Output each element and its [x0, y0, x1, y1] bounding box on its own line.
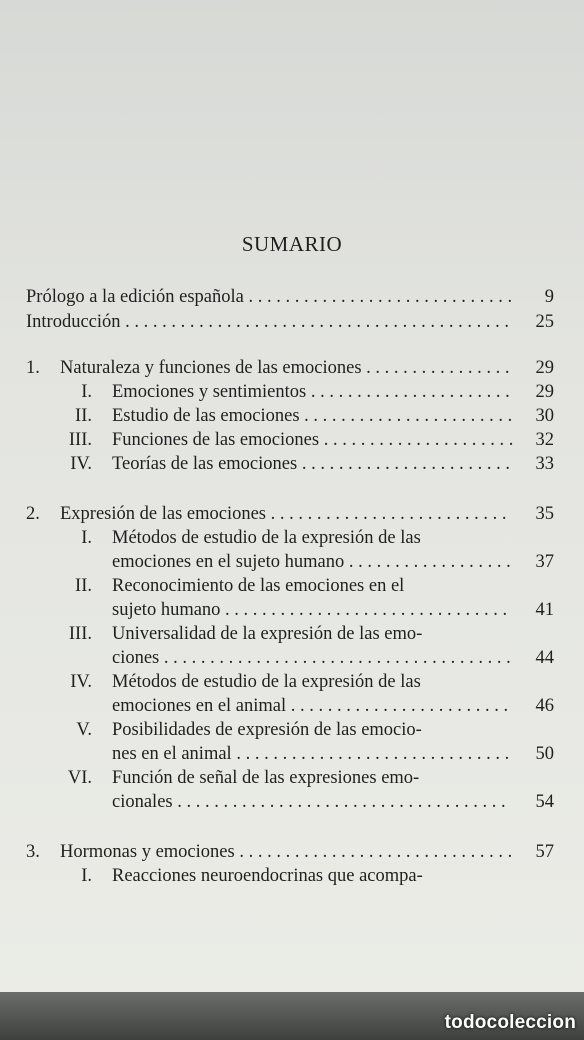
toc-entry[interactable] [0, 622, 584, 646]
entry-title-continued [112, 790, 506, 814]
toc-entry[interactable] [0, 404, 584, 428]
entry-title-text: Naturaleza y funciones de las emociones [60, 358, 362, 378]
section-numeral: VI. [67, 768, 92, 788]
section-numeral: I. [81, 528, 92, 548]
section-numeral: III. [68, 624, 92, 644]
toc-entry[interactable] [0, 840, 584, 864]
toc-entry-continuation [0, 550, 584, 574]
toc-entry-continuation [0, 742, 584, 766]
entry-title-text: Métodos de estudio de la expresión de las [112, 672, 421, 692]
entry-title-continued-text: sujeto humano [112, 600, 221, 620]
section-numeral: IV. [70, 454, 92, 474]
entry-title [112, 380, 510, 404]
entry-title-text: Reacciones neuroendocrinas que acompa- [112, 866, 423, 886]
page-number: 9 [544, 287, 554, 307]
page-number: 29 [535, 382, 554, 402]
page-number: 29 [535, 358, 554, 378]
entry-title-text: Función de señal de las expresiones emo- [112, 768, 420, 788]
section-numeral: II. [75, 576, 92, 596]
page-number: 33 [535, 454, 554, 474]
entry-title [60, 502, 507, 526]
entry-title [112, 622, 422, 646]
dot-leader: . . . . . . . . . . . . . . . . . . . . . . . . . . . . . . . [220, 600, 508, 620]
entry-title [26, 310, 509, 334]
entry-title [112, 670, 421, 694]
chapter-number: 3. [26, 842, 40, 862]
entry-title-text: Universalidad de la expresión de las emo- [112, 624, 423, 644]
toc-entry[interactable] [0, 864, 584, 888]
entry-title-continued-text: emociones en el sujeto humano [112, 552, 345, 572]
entry-title-continued [112, 598, 507, 622]
toc-entry[interactable] [0, 526, 584, 550]
toc-entry[interactable] [0, 718, 584, 742]
entry-title [112, 574, 404, 598]
entry-title-continued [112, 646, 511, 670]
entry-title-text: Reconocimiento de las emociones en el [112, 576, 405, 596]
page-number: 37 [535, 552, 554, 572]
entry-title [112, 452, 510, 476]
entry-title [112, 404, 512, 428]
toc-entry[interactable] [0, 380, 584, 404]
page-number: 35 [535, 504, 554, 524]
entry-title-continued-text: ciones [112, 648, 160, 668]
page-number: 25 [535, 312, 554, 332]
dot-leader: . . . . . . . . . . . . . . . . . . . . . . . . . . [266, 504, 507, 524]
entry-title-continued [112, 742, 509, 766]
entry-title [112, 428, 513, 452]
toc-entry-continuation [0, 598, 584, 622]
entry-title [112, 718, 422, 742]
dot-leader: . . . . . . . . . . . . . . . . . . . . . [319, 430, 514, 450]
page-number: 46 [535, 696, 554, 716]
page-number: 50 [535, 744, 554, 764]
page-number: 44 [535, 648, 554, 668]
entry-title-continued-text: emociones en el animal [112, 696, 287, 716]
entry-title-text: Introducción [26, 312, 121, 332]
page-number: 57 [535, 842, 554, 862]
toc-entry[interactable] [0, 574, 584, 598]
dot-leader: . . . . . . . . . . . . . . . . [361, 358, 510, 378]
page-title: SUMARIO [241, 232, 343, 256]
toc-entry[interactable] [0, 428, 584, 452]
dot-leader: . . . . . . . . . . . . . . . . . . . . . . . . . . . . . [243, 287, 513, 307]
toc-entry[interactable] [0, 452, 584, 476]
toc-entry-continuation [0, 790, 584, 814]
section-numeral: III. [68, 430, 92, 450]
entry-title-text: Estudio de las emociones [112, 406, 300, 426]
toc-entry[interactable] [0, 356, 584, 380]
entry-title [112, 766, 419, 790]
entry-title-continued-text: cionales [112, 792, 173, 812]
entry-title [112, 864, 423, 888]
entry-title [60, 840, 512, 864]
page-number: 41 [535, 600, 554, 620]
entry-title [112, 526, 421, 550]
entry-title-text: Emociones y sentimientos [112, 382, 307, 402]
section-numeral: I. [81, 866, 92, 886]
entry-title-text: Métodos de estudio de la expresión de las [112, 528, 421, 548]
toc-entry-continuation [0, 694, 584, 718]
entry-title [60, 356, 510, 380]
dot-leader: . . . . . . . . . . . . . . . . . . . . . . . [297, 454, 510, 474]
entry-title-text: Hormonas y emociones [60, 842, 235, 862]
dot-leader: . . . . . . . . . . . . . . . . . . . . . . . [299, 406, 513, 426]
dot-leader: . . . . . . . . . . . . . . . . . . . . . . . . . . . . . . . . . . . . . . . . . . [120, 312, 510, 332]
dot-leader: . . . . . . . . . . . . . . . . . . . . . . . . . . . . . . [234, 842, 513, 862]
entry-title-text: Posibilidades de expresión de las emocio- [112, 720, 422, 740]
section-numeral: II. [75, 406, 92, 426]
toc-entry[interactable] [0, 285, 584, 309]
entry-title [26, 285, 512, 309]
dot-leader: . . . . . . . . . . . . . . . . . . . . . . . . . . . . . . . . . . . . . . [159, 648, 511, 668]
chapter-number: 1. [26, 358, 40, 378]
watermark-logo: todocoleccion [444, 1012, 576, 1033]
toc-entry-continuation [0, 646, 584, 670]
section-numeral: I. [81, 382, 92, 402]
page-number: 32 [535, 430, 554, 450]
entry-title-continued [112, 550, 511, 574]
dot-leader: . . . . . . . . . . . . . . . . . . . . . . . . [286, 696, 509, 716]
chapter-number: 2. [26, 504, 40, 524]
page-number: 54 [535, 792, 554, 812]
dot-leader: . . . . . . . . . . . . . . . . . . [344, 552, 511, 572]
entry-title-text: Expresión de las emociones [60, 504, 267, 524]
entry-title-continued-text: nes en el animal [112, 744, 232, 764]
entry-title-text: Funciones de las emociones [112, 430, 320, 450]
dot-leader: . . . . . . . . . . . . . . . . . . . . . . . . . . . . . . . . . . . . [172, 792, 506, 812]
entry-title-text: Teorías de las emociones [112, 454, 298, 474]
toc-entry[interactable] [0, 670, 584, 694]
toc-entry[interactable] [0, 502, 584, 526]
section-numeral: IV. [70, 672, 92, 692]
toc-entry[interactable] [0, 766, 584, 790]
dot-leader: . . . . . . . . . . . . . . . . . . . . . . . . . . . . . . [231, 744, 510, 764]
section-numeral: V. [76, 720, 92, 740]
toc-entry[interactable] [0, 310, 584, 334]
dot-leader: . . . . . . . . . . . . . . . . . . . . . . [306, 382, 510, 402]
bottom-strip [0, 992, 584, 1040]
page-number: 30 [535, 406, 554, 426]
entry-title-continued [112, 694, 508, 718]
entry-title-text: Prólogo a la edición española [26, 287, 244, 307]
